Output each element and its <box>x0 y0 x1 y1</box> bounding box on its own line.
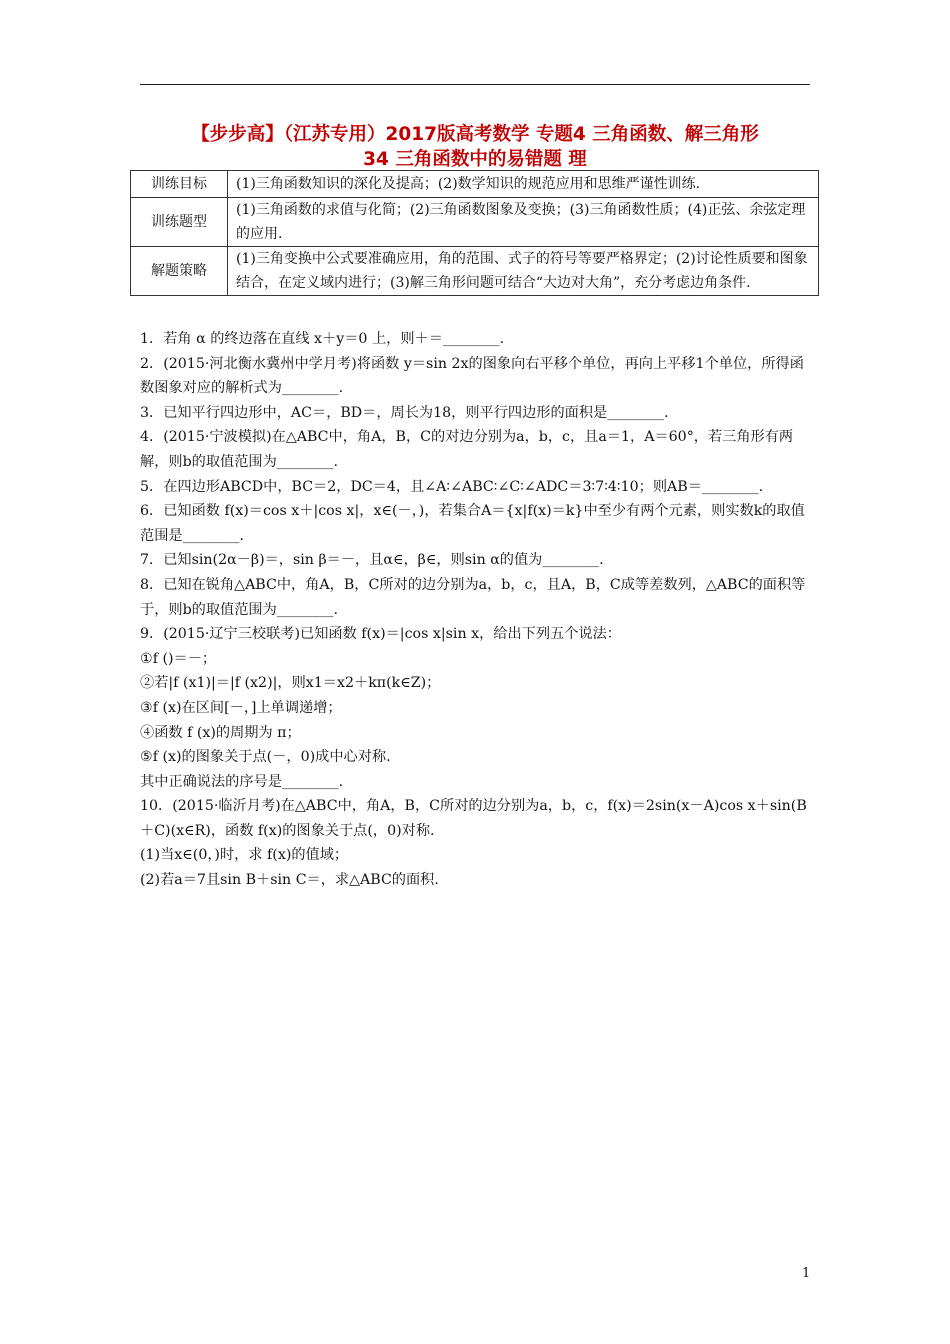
question-7: 7．已知sin(2α－β)＝，sin β＝－，且α∈，β∈，则sin α的值为________. <box>140 552 604 569</box>
question-3: 3．已知平行四边形中，AC＝，BD＝，周长为18，则平行四边形的面积是________. <box>140 404 669 421</box>
row-content: (1)三角函数的求值与化简；(2)三角函数图象及变换；(3)三角函数性质；(4)正弦、余弦定理的应用. <box>228 198 819 247</box>
title-line-2: 34 三角函数中的易错题 理 <box>363 149 587 170</box>
row-content: (1)三角函数知识的深化及提高；(2)数学知识的规范应用和思维严谨性训练. <box>228 171 819 198</box>
question-9-option-3: ③f (x)在区间[－，]上单调递增； <box>140 699 342 716</box>
question-list <box>140 327 816 893</box>
row-content: (1)三角变换中公式要准确应用，角的范围、式子的符号等要严格界定；(2)讨论性质要和图象结合，在定义域内进行；(3)解三角形问题可结合“大边对大角”，充分考虑边角条件. <box>228 247 819 296</box>
question-4: 4．(2015·宁波模拟)在△ABC中，角A，B，C的对边分别为a，b，c，且a＝1，A＝60°，若三角形有两解，则b的取值范围为________. <box>140 429 794 470</box>
top-rule <box>140 84 810 85</box>
question-1: 1．若角 α 的终边落在直线 x＋y＝0 上，则＋＝________. <box>140 331 505 347</box>
question-2: 2．(2015·河北衡水冀州中学月考)将函数 y＝sin 2x的图象向右平移个单位，再向上平移1个单位，所得函数图象对应的解析式为________. <box>140 355 804 397</box>
page-number: 1 <box>802 1266 811 1281</box>
row-label: 训练目标 <box>131 171 228 198</box>
table-row <box>131 171 819 198</box>
training-info-table <box>130 170 819 296</box>
document-title <box>130 122 820 172</box>
title-line-1: 【步步高】（江苏专用）2017版高考数学 专题4 三角函数、解三角形 <box>191 124 759 145</box>
row-label: 解题策略 <box>131 247 228 296</box>
question-8: 8．已知在锐角△ABC中，角A，B，C所对的边分别为a，b，c，且A，B，C成等差数列，△ABC的面积等于，则b的取值范围为________. <box>140 576 806 618</box>
table-row <box>131 198 819 247</box>
row-label: 训练题型 <box>131 198 228 247</box>
table-row <box>131 247 819 296</box>
question-9-option-1: ①f ()＝－； <box>140 650 217 667</box>
question-10-part-1: (1)当x∈(0，)时，求 f(x)的值域； <box>140 847 349 864</box>
question-6: 6．已知函数 f(x)＝cos x＋|cos x|，x∈(－，)，若集合A＝{x|f(x)＝k}中至少有两个元素，则实数k的取值范围是________. <box>140 503 805 544</box>
question-10: 10．(2015·临沂月考)在△ABC中，角A，B，C所对的边分别为a，b，c，f(x)＝2sin(x－A)cos x＋sin(B＋C)(x∈R)，函数 f(x)的图象关于点(，0)对称. <box>140 798 807 839</box>
question-9: 9．(2015·辽宁三校联考)已知函数 f(x)＝|cos x|sin x，给出下列五个说法： <box>140 626 621 643</box>
question-10-part-2: (2)若a＝7且sin B＋sin C＝，求△ABC的面积. <box>140 872 439 889</box>
question-9-answer-prompt: 其中正确说法的序号是________. <box>140 773 344 790</box>
question-5: 5．在四边形ABCD中，BC＝2，DC＝4，且∠A∶∠ABC∶∠C∶∠ADC＝3∶7∶4∶10；则AB＝________. <box>140 478 764 495</box>
question-9-option-2: ②若|f (x1)|＝|f (x2)|，则x1＝x2＋kπ(k∈Z)； <box>140 675 441 692</box>
question-9-option-5: ⑤f (x)的图象关于点(－，0)成中心对称. <box>140 749 391 766</box>
question-9-option-4: ④函数 f (x)的周期为 π； <box>140 724 301 741</box>
